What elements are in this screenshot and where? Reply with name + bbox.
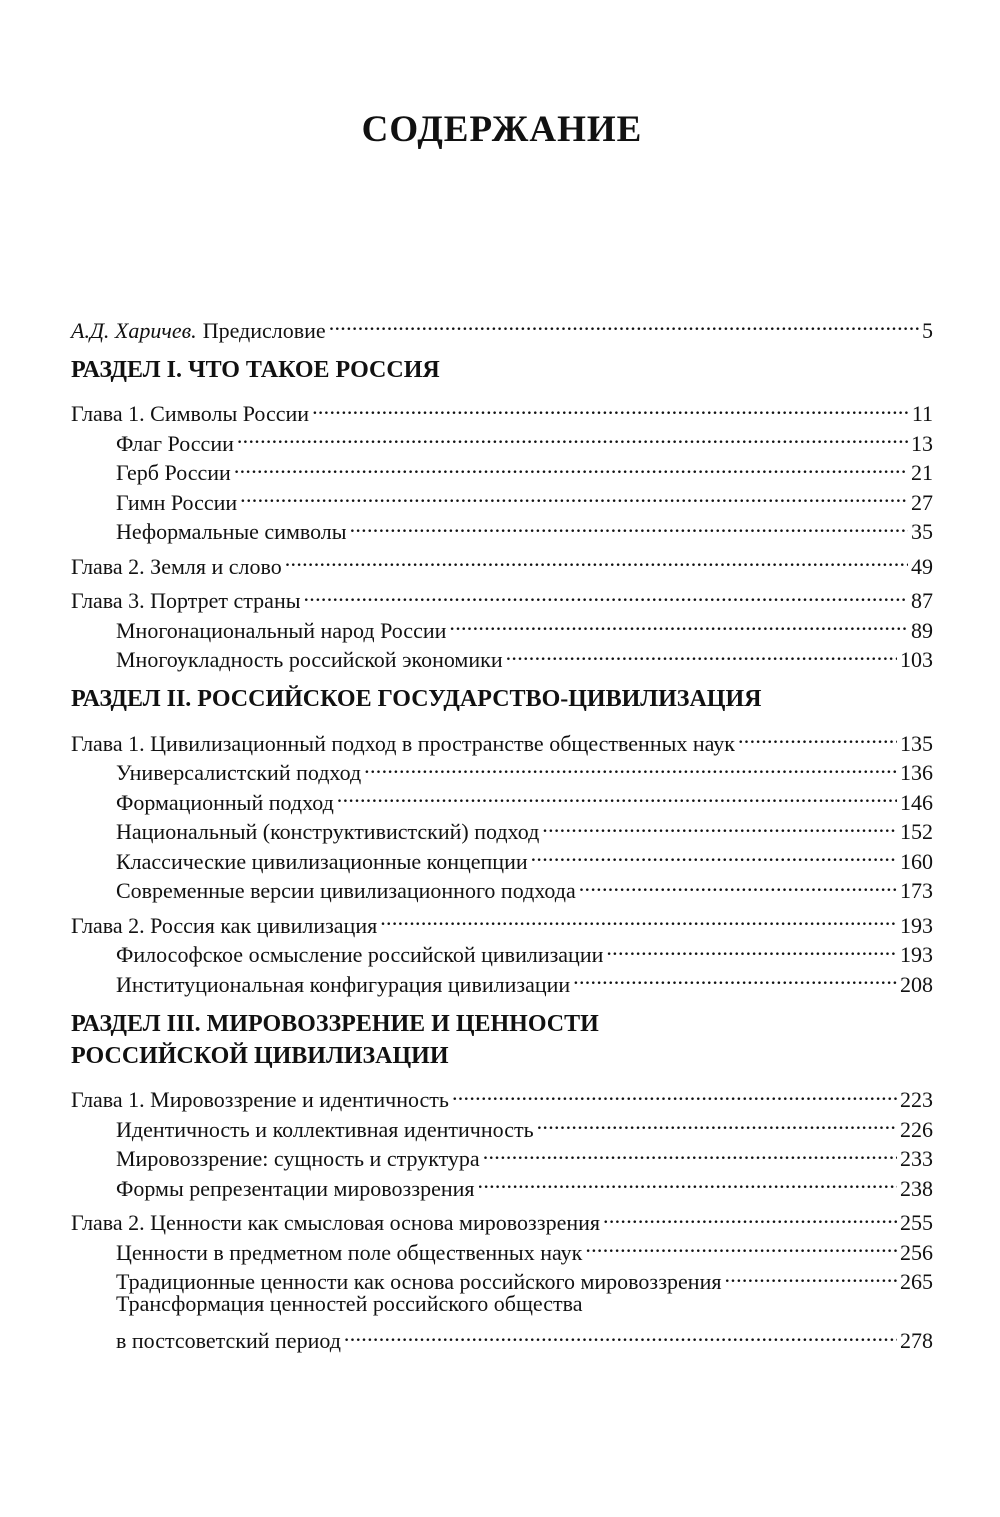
toc-entry-label: Традиционные ценности как основа российского мировоззрения xyxy=(116,1269,722,1294)
toc-dot-leader xyxy=(449,608,908,638)
toc-entry-label: Предисловие xyxy=(202,317,326,343)
toc-dot-leader xyxy=(478,1166,897,1196)
toc-page-number: 238 xyxy=(900,1175,933,1201)
toc-entry-label: Институциональная конфигурация цивилизации xyxy=(116,971,571,997)
toc-page-number: 87 xyxy=(911,588,933,613)
toc-dot-leader xyxy=(579,869,897,899)
toc-dot-leader xyxy=(380,903,897,933)
toc-dot-leader xyxy=(542,810,897,840)
toc-dot-leader xyxy=(724,1260,897,1290)
toc-entry-label: Глава 1. Цивилизационный подход в пространстве общественных наук xyxy=(71,730,735,756)
toc-page-number: 255 xyxy=(900,1210,933,1235)
toc-entry-label: в постсоветский период xyxy=(116,1328,341,1353)
toc-dot-leader xyxy=(240,480,908,510)
toc-page-number: 256 xyxy=(900,1239,933,1265)
toc-page-number: 13 xyxy=(911,430,933,456)
table-of-contents xyxy=(71,308,933,1353)
toc-page-number: 278 xyxy=(900,1328,933,1353)
toc-entry-label: Идентичность и коллективная идентичность xyxy=(116,1116,534,1142)
toc-entry-label: Глава 2. Земля и слово xyxy=(71,553,282,579)
toc-chapter[interactable] xyxy=(71,903,933,938)
toc-dot-leader xyxy=(531,839,897,869)
section-heading xyxy=(71,354,933,386)
toc-dot-leader xyxy=(452,1078,897,1108)
toc-page-number: 103 xyxy=(900,647,933,672)
toc-page-number: 49 xyxy=(911,553,933,579)
toc-page-number: 226 xyxy=(900,1116,933,1142)
toc-page-number: 223 xyxy=(900,1087,933,1112)
toc-dot-leader xyxy=(483,1137,897,1167)
toc-entry-label: Мировоззрение: сущность и структура xyxy=(116,1146,480,1171)
toc-entry-label: Классические цивилизационные концепции xyxy=(116,848,528,874)
toc-dot-leader xyxy=(312,392,909,422)
toc-page-number: 193 xyxy=(900,912,933,938)
toc-entry-label: Современные версии цивилизационного подхода xyxy=(116,878,576,903)
toc-page-number: 27 xyxy=(911,489,933,515)
toc-page-number: 265 xyxy=(900,1269,933,1294)
page-title: СОДЕРЖАНИЕ xyxy=(361,109,643,150)
toc-dot-leader xyxy=(234,451,908,481)
toc-dot-leader xyxy=(285,544,908,574)
toc-entry-label: Ценности в предметном поле общественных наук xyxy=(116,1239,583,1265)
toc-entry-label: Глава 2. Россия как цивилизация xyxy=(71,912,378,938)
toc-page-number: 160 xyxy=(900,848,933,874)
toc-entry-label: Гимн России xyxy=(116,489,238,515)
toc-entry-label: Глава 1. Символы России xyxy=(71,401,310,426)
toc-dot-leader xyxy=(350,510,908,540)
toc-subitem[interactable] xyxy=(71,1319,933,1353)
toc-chapter[interactable] xyxy=(71,1201,933,1235)
toc-dot-leader xyxy=(337,780,897,810)
toc-entry-label: Флаг России xyxy=(116,430,234,456)
toc-subitem-line xyxy=(71,1289,933,1319)
toc-dot-leader xyxy=(606,933,897,963)
toc-entry-label: Неформальные символы xyxy=(116,519,347,544)
toc-dot-leader xyxy=(573,962,897,992)
toc-entry-label: Глава 2. Ценности как смысловая основа мировоззрения xyxy=(71,1210,601,1235)
section-heading-line: РАЗДЕЛ II. РОССИЙСКОЕ ГОСУДАРСТВО-ЦИВИЛИЗАЦИЯ xyxy=(71,686,762,712)
toc-chapter[interactable] xyxy=(71,392,933,426)
toc-author: А.Д. Харичев. xyxy=(71,317,197,343)
toc-page-number: 35 xyxy=(911,519,933,544)
toc-page-number: 11 xyxy=(911,401,933,426)
section-heading-line: РОССИЙСКОЙ ЦИВИЛИЗАЦИИ xyxy=(71,1042,449,1069)
toc-dot-leader xyxy=(237,421,908,451)
toc-dot-leader xyxy=(506,638,897,668)
toc-page-number: 208 xyxy=(900,971,933,997)
section-heading xyxy=(71,683,933,715)
toc-page-number: 152 xyxy=(900,819,933,844)
toc-dot-leader xyxy=(364,751,897,781)
toc-dot-leader xyxy=(738,721,897,751)
toc-chapter[interactable] xyxy=(71,721,933,756)
toc-entry-label: Формы репрезентации мировоззрения xyxy=(116,1175,475,1201)
section-heading-line: РАЗДЕЛ I. ЧТО ТАКОЕ РОССИЯ xyxy=(71,356,440,383)
toc-preface[interactable] xyxy=(71,308,933,343)
toc-page-number: 89 xyxy=(911,617,933,643)
toc-entry-label: Многонациональный народ России xyxy=(116,617,447,643)
toc-page-number: 136 xyxy=(900,760,933,785)
toc-entry-label: Многоукладность российской экономики xyxy=(116,647,503,672)
toc-chapter[interactable] xyxy=(71,579,933,613)
toc-dot-leader xyxy=(344,1319,897,1349)
toc-dot-leader xyxy=(537,1107,897,1137)
toc-entry-label: Философское осмысление российской цивилизации xyxy=(116,942,604,967)
toc-dot-leader xyxy=(585,1230,897,1260)
toc-page-number: 173 xyxy=(900,878,933,903)
toc-page-number: 5 xyxy=(922,317,933,343)
toc-dot-leader xyxy=(304,579,909,609)
toc-dot-leader xyxy=(603,1201,897,1231)
toc-entry-label: Формационный подход xyxy=(116,789,334,815)
section-heading xyxy=(71,1008,933,1072)
toc-page-number: 233 xyxy=(900,1146,933,1171)
toc-entry-label: Герб России xyxy=(116,460,231,485)
toc-page-number: 146 xyxy=(900,789,933,815)
toc-entry-label: Трансформация ценностей российского общества xyxy=(116,1291,583,1316)
toc-page-number: 193 xyxy=(900,942,933,967)
toc-entry-label: Универсалистский подход xyxy=(116,760,362,785)
toc-dot-leader xyxy=(329,308,919,338)
toc-entry-label: Глава 3. Портрет страны xyxy=(71,588,301,613)
toc-entry-label: Национальный (конструктивистский) подход xyxy=(116,819,540,844)
toc-page-number: 135 xyxy=(900,730,933,756)
toc-page-number: 21 xyxy=(911,460,933,485)
toc-chapter[interactable] xyxy=(71,1078,933,1112)
toc-chapter[interactable] xyxy=(71,544,933,579)
section-heading-line: РАЗДЕЛ III. МИРОВОЗЗРЕНИЕ И ЦЕННОСТИ xyxy=(71,1010,599,1037)
toc-entry-label: Глава 1. Мировоззрение и идентичность xyxy=(71,1087,449,1112)
